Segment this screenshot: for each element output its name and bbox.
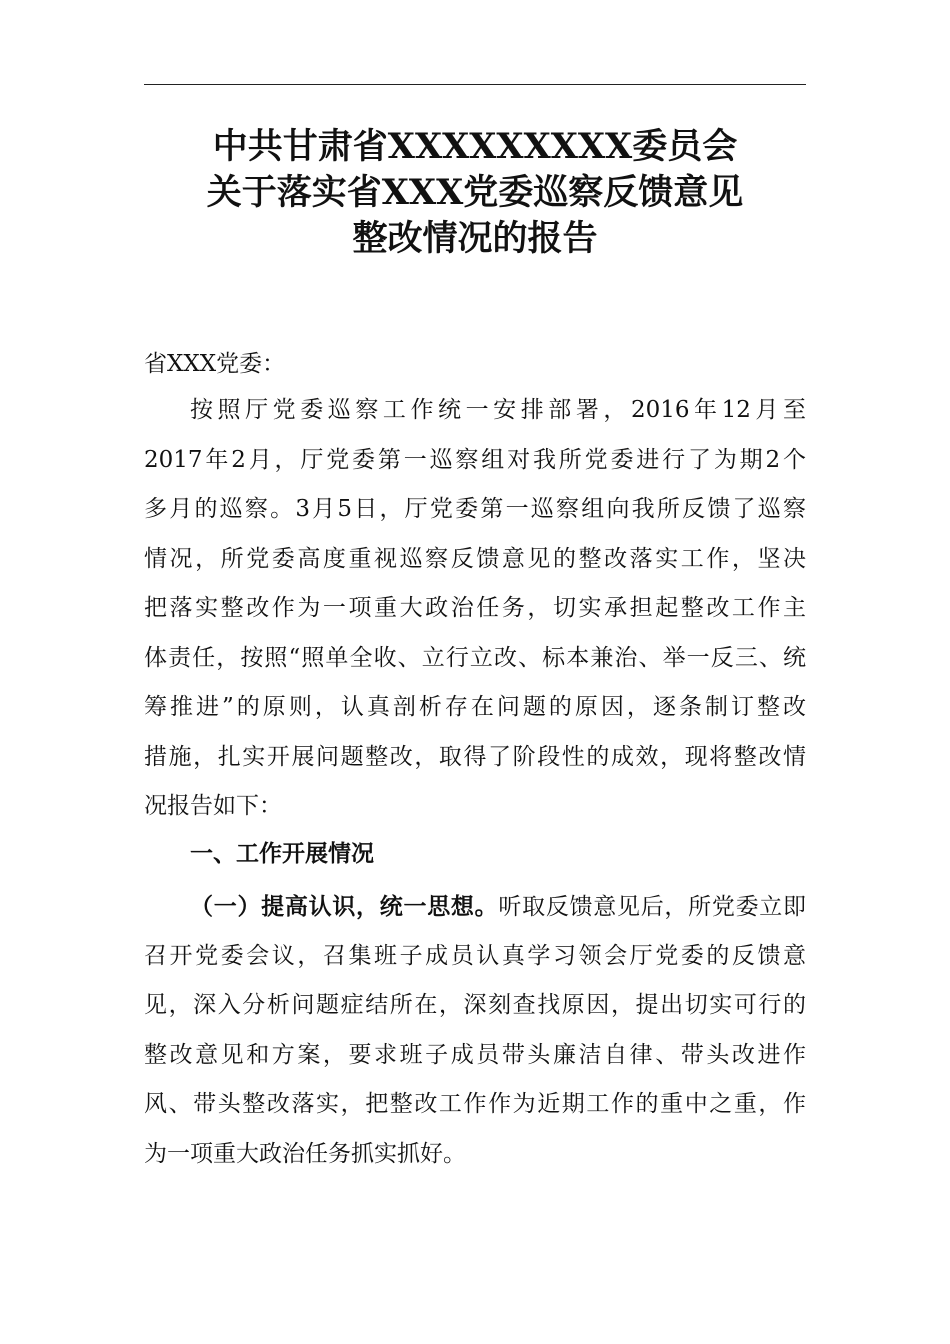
paragraph-line: 见，深入分析问题症结所在，深刻查找原因，提出切实可行的 xyxy=(144,992,806,1018)
paragraph-line: 情况，所党委高度重视巡察反馈意见的整改落实工作，坚决 xyxy=(144,545,806,572)
paragraph-line: 把落实整改作为一项重大政治任务，切实承担起整改工作主 xyxy=(144,595,806,621)
section-heading: 一、工作开展情况 xyxy=(190,841,374,867)
paragraph-line: 措施，扎实开展问题整改，取得了阶段性的成效，现将整改情 xyxy=(144,743,806,770)
title-line-1: 中共甘肃省XXXXXXXXX委员会 xyxy=(212,126,738,167)
title-line-2: 关于落实省XXX党委巡察反馈意见 xyxy=(206,172,744,213)
paragraph-line: 整改意见和方案，要求班子成员带头廉洁自律、带头改进作 xyxy=(144,1041,806,1068)
paragraph-text: 听取反馈意见后，所党委立即 xyxy=(498,894,807,920)
paragraph-line: 多月的巡察。3月5日，厅党委第一巡察组向我所反馈了巡察 xyxy=(144,496,806,522)
salutation: 省XXX党委： xyxy=(144,351,286,377)
subsection-heading: （一）提高认识，统一思想。 xyxy=(190,893,499,920)
paragraph-line: 按照厅党委巡察工作统一安排部署，2016年12月至 xyxy=(190,397,806,423)
paragraph-line: 筹推进”的原则，认真剖析存在问题的原因，逐条制订整改 xyxy=(144,694,806,720)
paragraph-section1 xyxy=(144,882,806,1179)
paragraph-line: 况报告如下： xyxy=(144,793,282,819)
paragraph-line: 2017年2月，厅党委第一巡察组对我所党委进行了为期2个 xyxy=(144,446,806,473)
paragraph-line: 召开党委会议，召集班子成员认真学习领会厅党委的反馈意 xyxy=(144,942,806,969)
paragraph-line: 体责任，按照“照单全收、立行立改、标本兼治、举一反三、统 xyxy=(144,644,806,671)
paragraph-line: 风、带头整改落实，把整改工作作为近期工作的重中之重，作 xyxy=(144,1091,806,1117)
title-line-3: 整改情况的报告 xyxy=(352,218,598,259)
paragraph-first-line xyxy=(144,882,806,932)
top-divider xyxy=(144,84,806,85)
paragraph-intro xyxy=(144,386,806,832)
document-title xyxy=(100,124,850,262)
paragraph-line: 为一项重大政治任务抓实抓好。 xyxy=(144,1140,466,1167)
